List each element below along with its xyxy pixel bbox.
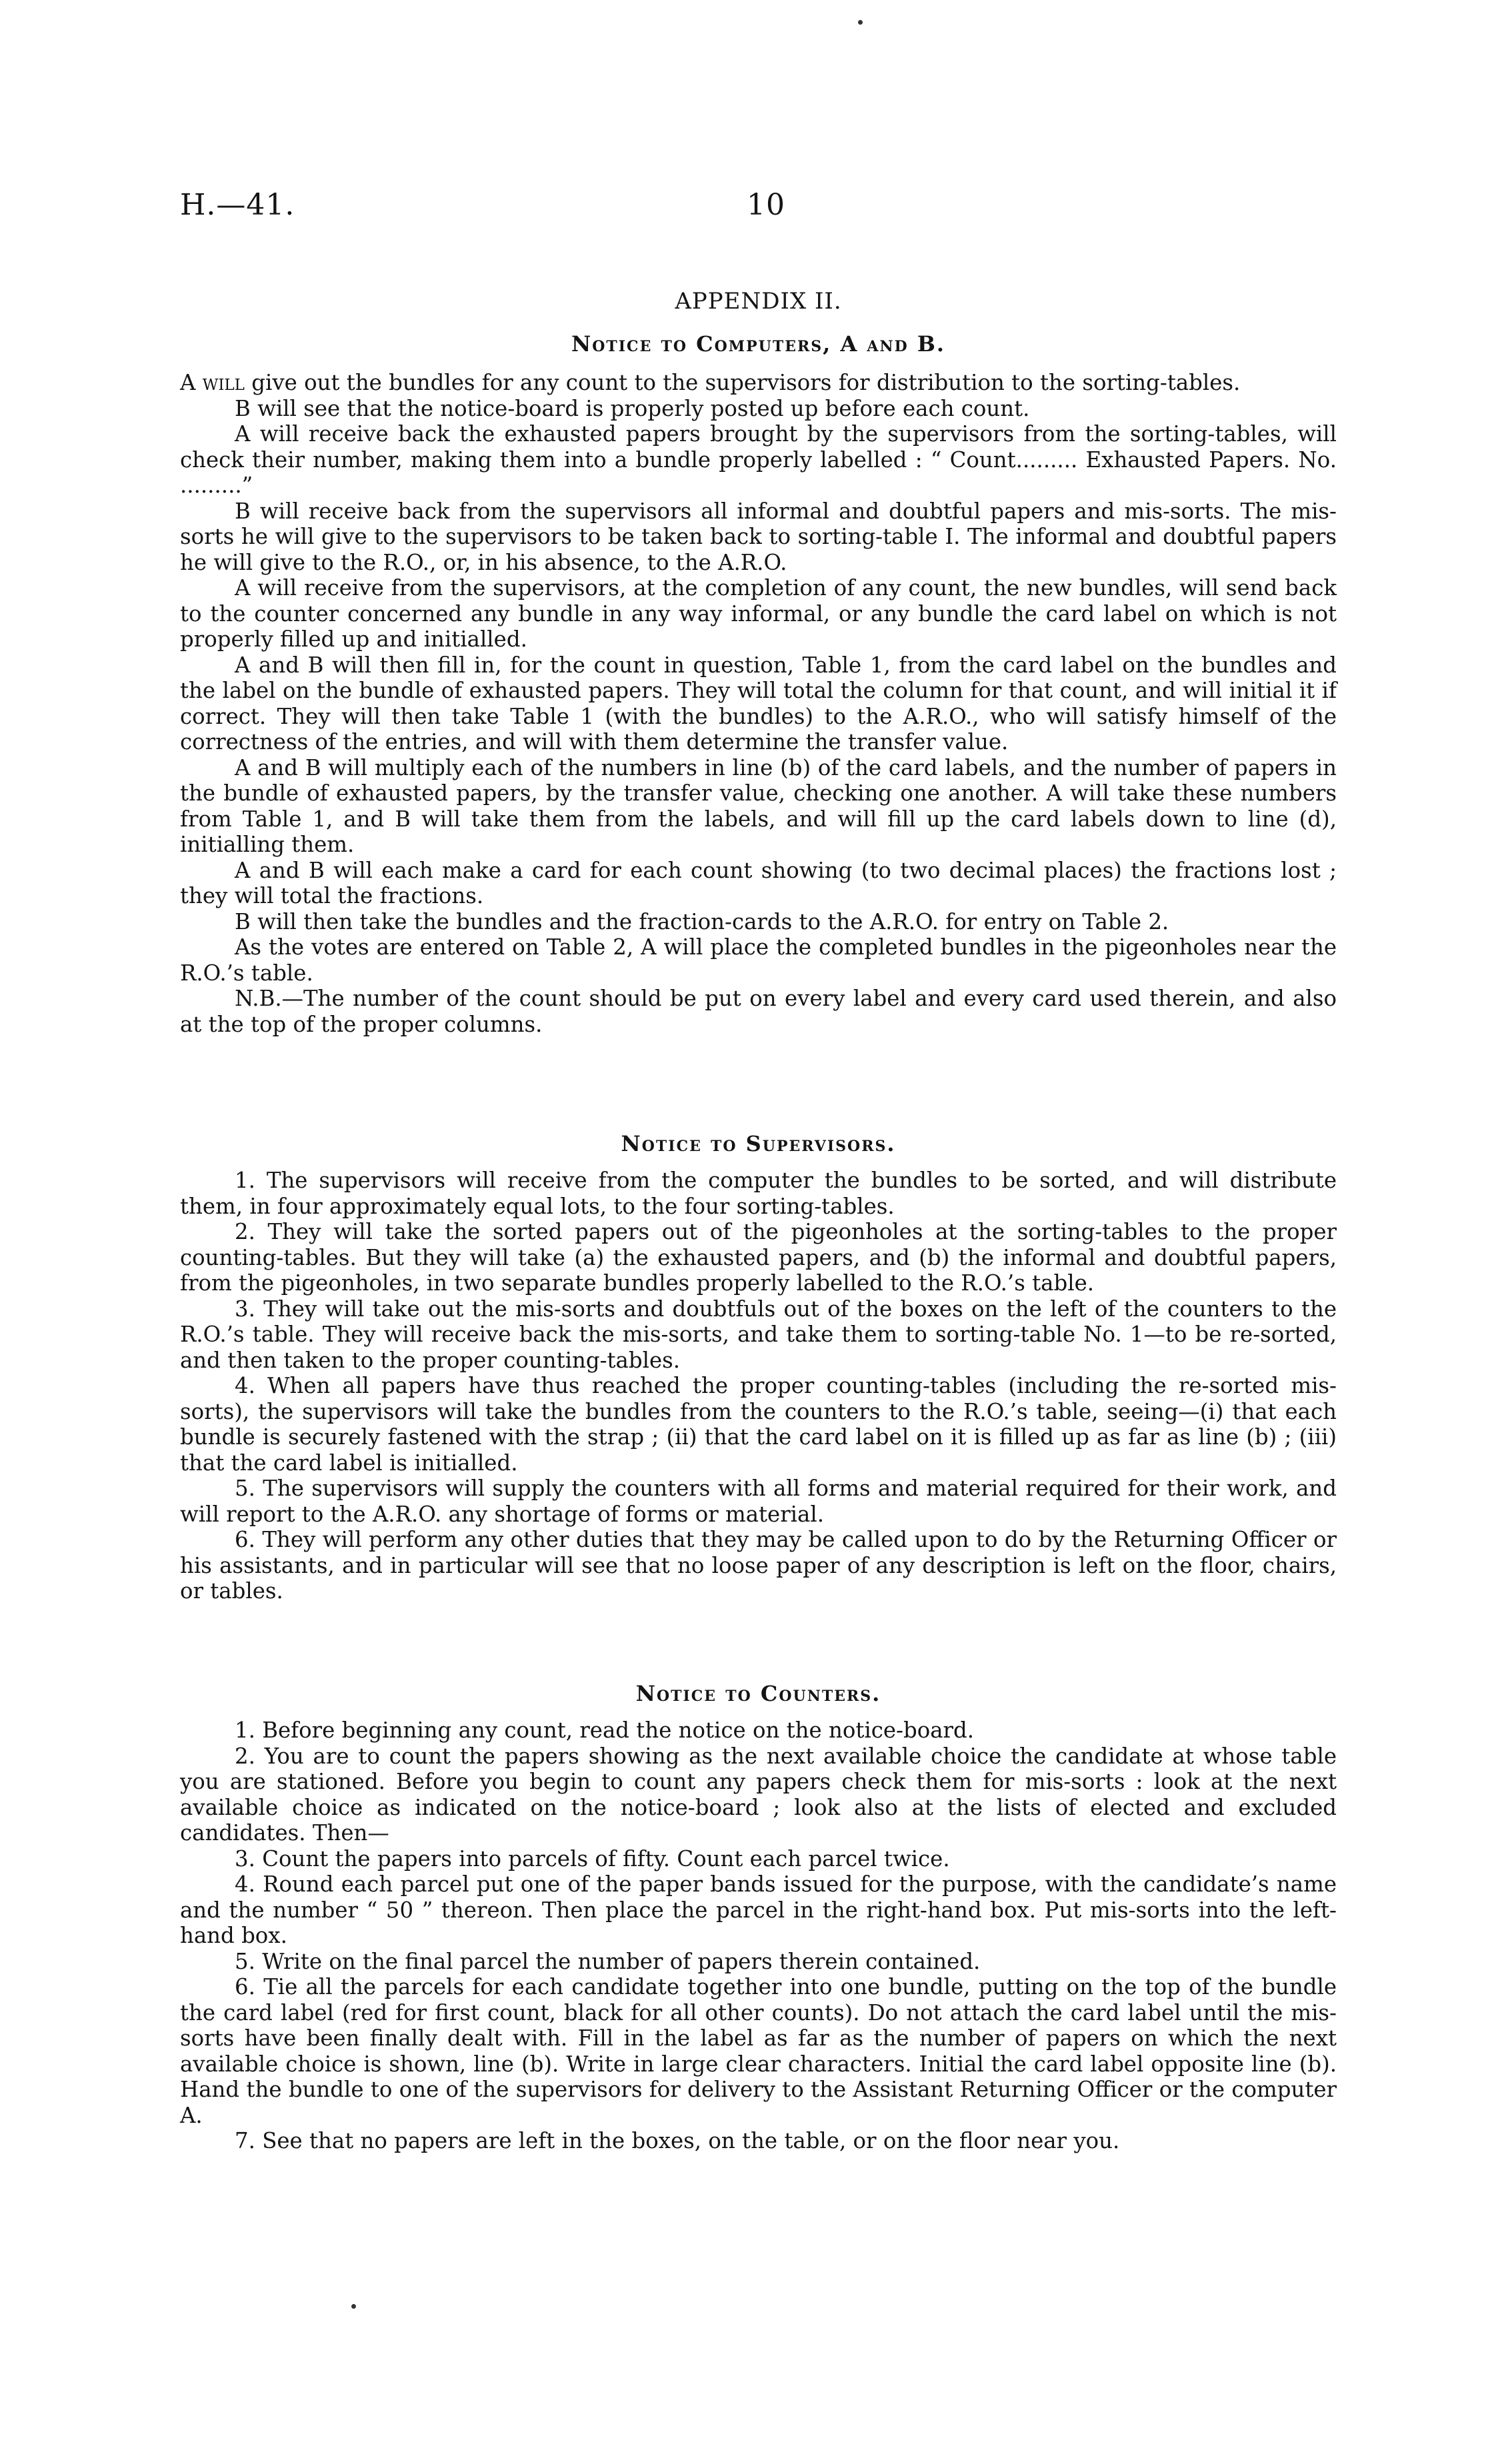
computers-para-7: A and B will multiply each of the numbers in line (b) of the card labels, and the number of papers in the bundle of exhausted papers, by the transfer value, checking one another. A will take these numbers from Table 1, and B will take them from the labels, and will fill up the card labels down to line (d), initialling them. — [180, 754, 1337, 857]
notice-supervisors-body — [180, 1168, 1337, 1604]
notice-computers-title: Notice to Computers, A and B. — [571, 331, 946, 357]
counters-item-5: 5. Write on the final parcel the number of papers therein contained. — [235, 1948, 981, 1974]
computers-para-4: B will receive back from the supervisors all informal and doubtful papers and mis-sorts. The mis-sorts he will give to the supervisors to be taken back to sorting-table I. The informal and doubtful papers he will give to the R.O., or, in his absence, to the A.R.O. — [180, 498, 1337, 575]
supervisors-item-4: 4. When all papers have thus reached the proper counting-tables (including the re-sorted mis-sorts), the supervisors will take the bundles from the counters to the R.O.’s table, seeing—(i) that each bundle is securely fastened with the strap ; (ii) that the card label on it is filled up as far as line (b) ; (iii) that the card label is initialled. — [180, 1373, 1337, 1476]
computers-para-10: As the votes are entered on Table 2, A will place the completed bundles in the pigeonholes near the R.O.’s table. — [180, 934, 1337, 986]
page-number: 10 — [747, 188, 785, 222]
counters-item-7: 7. See that no papers are left in the boxes, on the table, or on the floor near you. — [235, 2128, 1120, 2153]
computers-para-6: A and B will then fill in, for the count in question, Table 1, from the card label on the bundles and the label on the bundle of exhausted papers. They will total the column for that count, and will initial it if correct. They will then take Table 1 (with the bundles) to the A.R.O., who will satisfy himself of the correctness of the entries, and will with them determine the transfer value. — [180, 652, 1337, 754]
computers-para-8: A and B will each make a card for each count showing (to two decimal places) the fractions lost ; they will total the fractions. — [180, 857, 1337, 908]
computers-para-2: B will see that the notice-board is properly posted up before each count. — [235, 395, 1030, 421]
computers-para-1 — [180, 370, 1337, 396]
supervisors-item-2: 2. They will take the sorted papers out of the pigeonholes at the sorting-tables to the proper counting-tables. But they will take (a) the exhausted papers, and (b) the informal and doubtful papers, from the pigeonholes, in two separate bundles properly labelled to the R.O.’s table. — [180, 1219, 1337, 1296]
counters-item-6: 6. Tie all the parcels for each candidate together into one bundle, putting on the top of the bundle the card label (red for first count, black for all other counts). Do not attach the card label until the mis-sorts have been finally dealt with. Fill in the label as far as the number of papers on which the next available choice is shown, line (b). Write in large clear characters. Initial the card label opposite line (b). Hand the bundle to one of the supervisors for delivery to the Assistant Returning Officer or the computer A. — [180, 1974, 1337, 2128]
computers-para-9: B will then take the bundles and the fraction-cards to the A.R.O. for entry on Table 2. — [235, 908, 1169, 934]
computers-para-5: A will receive from the supervisors, at the completion of any count, the new bundles, will send back to the counter concerned any bundle in any way informal, or any bundle the card label on which is not properly filled up and initialled. — [180, 575, 1337, 652]
appendix-title: APPENDIX II. — [675, 288, 842, 315]
counters-item-4: 4. Round each parcel put one of the paper bands issued for the purpose, with the candidate’s name and the number “ 50 ” thereon. Then place the parcel in the right-hand box. Put mis-sorts into the left-hand box. — [180, 1871, 1337, 1948]
supervisors-item-1: 1. The supervisors will receive from the computer the bundles to be sorted, and will distribute them, in four approximately equal lots, to the four sorting-tables. — [180, 1168, 1337, 1219]
supervisors-item-3: 3. They will take out the mis-sorts and doubtfuls out of the boxes on the left of the counters to the R.O.’s table. They will receive back the mis-sorts, and take them to sorting-table No. 1—to be re-sorted, and then taken to the proper counting-tables. — [180, 1296, 1337, 1373]
counters-item-2: 2. You are to count the papers showing as the next available choice the candidate at whose table you are stationed. Before you begin to count any papers check them for mis-sorts : look at the next available choice as indicated on the notice-board ; look also at the lists of elected and excluded candidates. Then— — [180, 1743, 1337, 1846]
supervisors-item-5: 5. The supervisors will supply the counters with all forms and material required for their work, and will report to the A.R.O. any shortage of forms or material. — [180, 1476, 1337, 1527]
notice-supervisors-title: Notice to Supervisors. — [621, 1131, 896, 1156]
notice-computers-body — [180, 370, 1337, 1037]
computers-para-3: A will receive back the exhausted papers brought by the supervisors from the sorting-tables, will check their number, making them into a bundle properly labelled : “ Count......... Exhausted Papers. No. .........” — [180, 421, 1337, 498]
print-speck-bottom — [351, 2304, 356, 2309]
notice-counters-body — [180, 1718, 1337, 2154]
counters-item-3: 3. Count the papers into parcels of fifty. Count each parcel twice. — [235, 1846, 950, 1871]
document-reference: H.—41. — [180, 188, 295, 222]
computers-para-11: N.B.—The number of the count should be put on every label and every card used therein, and also at the top of the proper columns. — [180, 986, 1337, 1037]
computers-para-1-lead: A will — [180, 370, 245, 395]
computers-para-1-text: give out the bundles for any count to the supervisors for distribution to the sorting-tables. — [244, 370, 1241, 395]
print-speck-top — [858, 20, 863, 25]
supervisors-item-6: 6. They will perform any other duties that they may be called upon to do by the Returning Officer or his assistants, and in particular will see that no loose paper of any description is left on the floor, chairs, or tables. — [180, 1527, 1337, 1604]
counters-item-1: 1. Before beginning any count, read the notice on the notice-board. — [235, 1718, 975, 1743]
notice-counters-title: Notice to Counters. — [635, 1681, 881, 1706]
